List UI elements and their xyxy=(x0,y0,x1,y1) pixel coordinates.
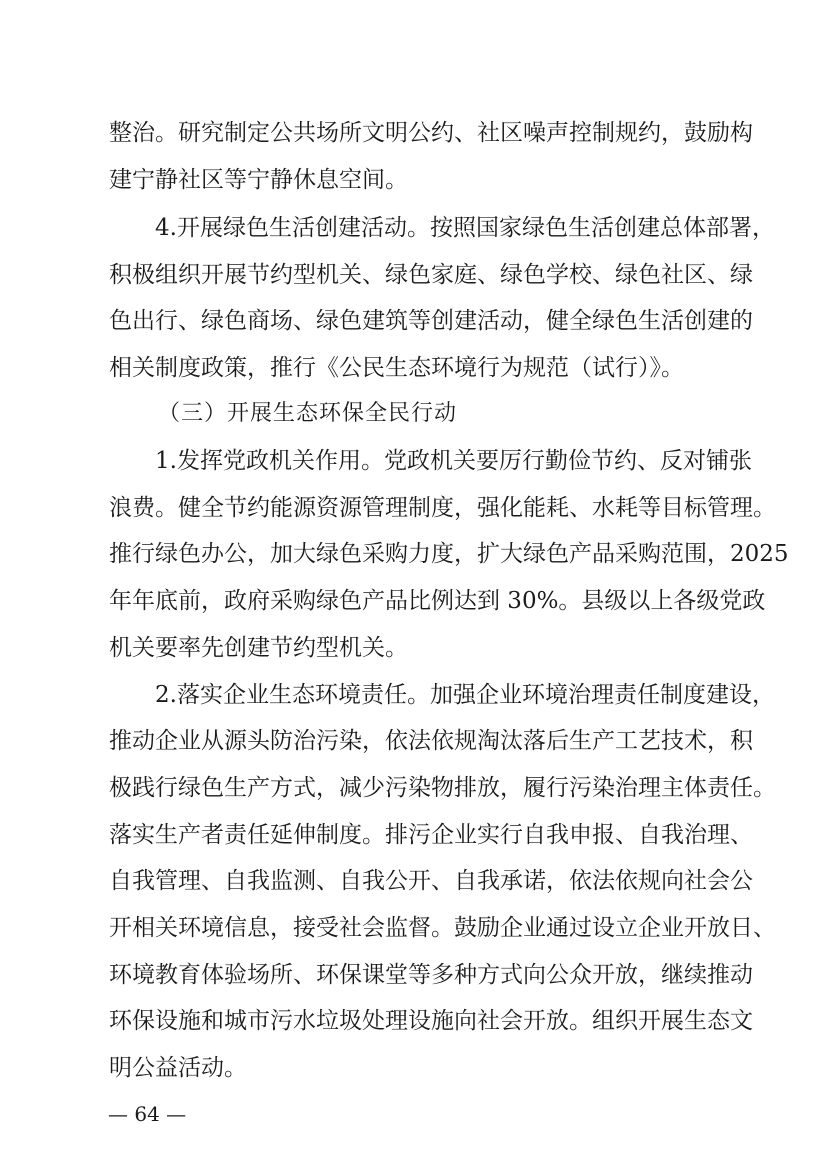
body-text-line: 浪费。健全节约能源资源管理制度，强化能耗、水耗等目标管理。 xyxy=(109,495,776,521)
body-text-line: 极践行绿色生产方式，减少污染物排放，履行污染治理主体责任。 xyxy=(109,775,776,801)
body-text-line: 推动企业从源头防治污染，依法依规淘汰落后生产工艺技术，积 xyxy=(109,728,753,754)
body-text-line: 明公益活动。 xyxy=(109,1055,247,1081)
body-text-line: 相关制度政策，推行《公民生态环境行为规范（试行）》。 xyxy=(109,355,684,381)
body-text-line: 自我管理、自我监测、自我公开、自我承诺，依法依规向社会公 xyxy=(109,868,753,894)
body-text-line: 环保设施和城市污水垃圾处理设施向社会开放。组织开展生态文 xyxy=(109,1008,753,1034)
item-1-text-line: 1.发挥党政机关作用。党政机关要厉行勤俭节约、反对铺张 xyxy=(155,448,752,474)
body-text-line: 建宁静社区等宁静休息空间。 xyxy=(109,167,408,193)
item-4-text-line: 4.开展绿色生活创建活动。按照国家绿色生活创建总体部署， xyxy=(155,215,775,241)
body-text-line: 积极组织开展节约型机关、绿色家庭、绿色学校、绿色社区、绿 xyxy=(109,262,753,288)
body-text-line: 环境教育体验场所、环保课堂等多种方式向公众开放，继续推动 xyxy=(109,962,753,988)
section-heading: （三）开展生态环保全民行动 xyxy=(158,401,458,426)
body-text-line: 年年底前，政府采购绿色产品比例达到 30%。县级以上各级党政 xyxy=(109,588,766,614)
body-text-line: 整治。研究制定公共场所文明公约、社区噪声控制规约，鼓励构 xyxy=(109,120,753,146)
body-text-line: 色出行、绿色商场、绿色建筑等创建活动，健全绿色生活创建的 xyxy=(109,308,753,334)
page-number: — 64 — xyxy=(108,1102,187,1126)
body-text-line: 机关要率先创建节约型机关。 xyxy=(109,635,408,661)
item-2-text-line: 2.落实企业生态环境责任。加强企业环境治理责任制度建设， xyxy=(155,682,775,708)
body-text-line: 推行绿色办公，加大绿色采购力度，扩大绿色产品采购范围，2025 xyxy=(109,541,789,567)
body-text-line: 开相关环境信息，接受社会监督。鼓励企业通过设立企业开放日、 xyxy=(109,915,776,941)
body-text-line: 落实生产者责任延伸制度。排污企业实行自我申报、自我治理、 xyxy=(109,822,753,848)
